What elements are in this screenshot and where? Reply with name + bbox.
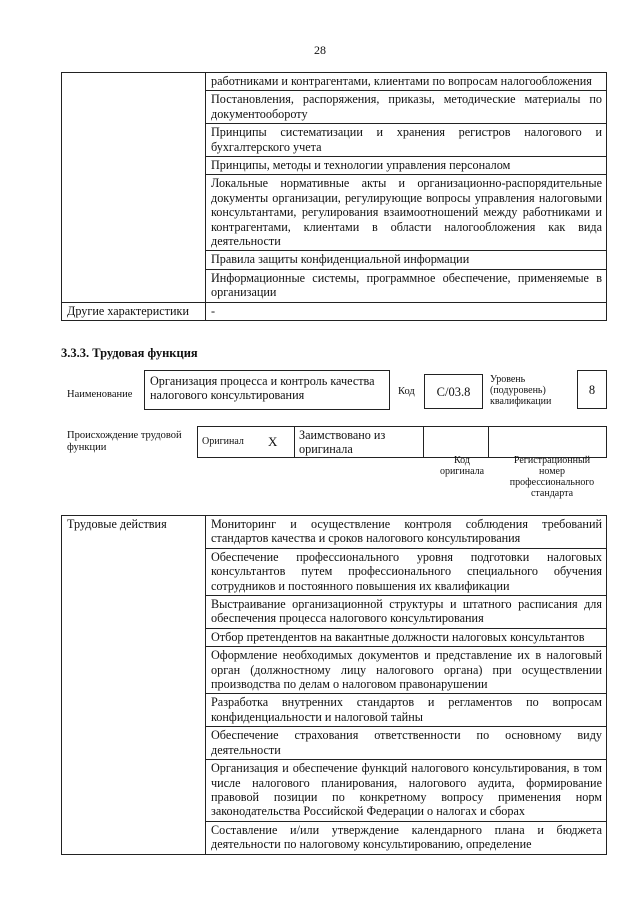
table-cell: Отбор претендентов на вакантные должности налоговых консультантов [206, 628, 607, 646]
table-cell: Составление и/или утверждение календарного плана и бюджета деятельности по налоговому консультированию, определение [206, 821, 607, 854]
origin-code-cell [424, 427, 489, 458]
section-title: 3.3.3. Трудовая функция [61, 346, 198, 360]
table-cell: Локальные нормативные акты и организационно-распорядительные документы организации, регулирующие вопросы управления налоговыми консультантами, регулирования взаимоотношений между работниками и контрагентами, клиентами в области налогообложения как вида деятельности [206, 175, 607, 251]
table-row [62, 73, 607, 91]
name-value: Организация процесса и контроль качества налогового консультирования [144, 370, 390, 410]
table-cell: Мониторинг и осуществление контроля соблюдения требований стандартов качества и сроков налогового консультирования [206, 516, 607, 549]
table-cell: Обеспечение страхования ответственности по основному виду деятельности [206, 727, 607, 760]
table-cell: Принципы, методы и технологии управления персоналом [206, 157, 607, 175]
level-value: 8 [577, 370, 607, 409]
borrowed-label: Заимствовано из оригинала [295, 427, 424, 458]
table-row [62, 302, 607, 320]
other-characteristics-label: Другие характеристики [62, 302, 206, 320]
original-label: Оригинал [198, 427, 265, 458]
other-characteristics-value: - [206, 302, 607, 320]
labor-actions-label: Трудовые действия [62, 516, 206, 855]
table-cell: Организация и обеспечение функций налогового консультирования, в том числе налогового планирования, налогового аудита, формирование правовой позиции по конкретному вопросу применения норм законодательства Российской Федерации о налогах и сборах [206, 760, 607, 822]
origin-code-caption: Код оригинала [439, 455, 485, 477]
table-row [62, 516, 607, 549]
table-cell: Постановления, распоряжения, приказы, методические материалы по документообороту [206, 91, 607, 124]
table-label-cell [62, 73, 206, 303]
level-label: Уровень (подуровень) квалификации [490, 374, 552, 407]
knowledge-table-continued [61, 72, 607, 321]
origin-table [197, 426, 607, 458]
original-mark: X [264, 427, 295, 458]
table-cell: Оформление необходимых документов и представление их в налоговый орган (должностному лицу налогового органа) при осуществлении производства по делам о налоговом правонарушении [206, 647, 607, 694]
table-cell: Информационные системы, программное обеспечение, применяемые в организации [206, 269, 607, 302]
page-number: 28 [314, 43, 326, 57]
code-label: Код [398, 386, 415, 397]
table-cell: Разработка внутренних стандартов и регламентов по вопросам конфиденциальности и налоговой тайны [206, 694, 607, 727]
code-value: C/03.8 [424, 374, 483, 409]
table-cell: Выстраивание организационной структуры и штатного расписания для обеспечения процесса налогового консультирования [206, 596, 607, 629]
reg-number-cell [489, 427, 607, 458]
labor-actions-table [61, 515, 607, 855]
table-cell: работниками и контрагентами, клиентами по вопросам налогообложения [206, 73, 607, 91]
origin-label: Происхождение трудовой функции [67, 430, 182, 453]
name-label: Наименование [67, 389, 133, 400]
reg-number-caption: Регистрационный номер профессионального стандарта [509, 455, 595, 499]
table-cell: Правила защиты конфиденциальной информации [206, 251, 607, 269]
table-cell: Принципы систематизации и хранения регистров налогового и бухгалтерского учета [206, 124, 607, 157]
table-cell: Обеспечение профессионального уровня подготовки налоговых консультантов путем профессионального специального обучения сотрудников и постоянного повышения их квалификации [206, 548, 607, 595]
table-row [198, 427, 607, 458]
